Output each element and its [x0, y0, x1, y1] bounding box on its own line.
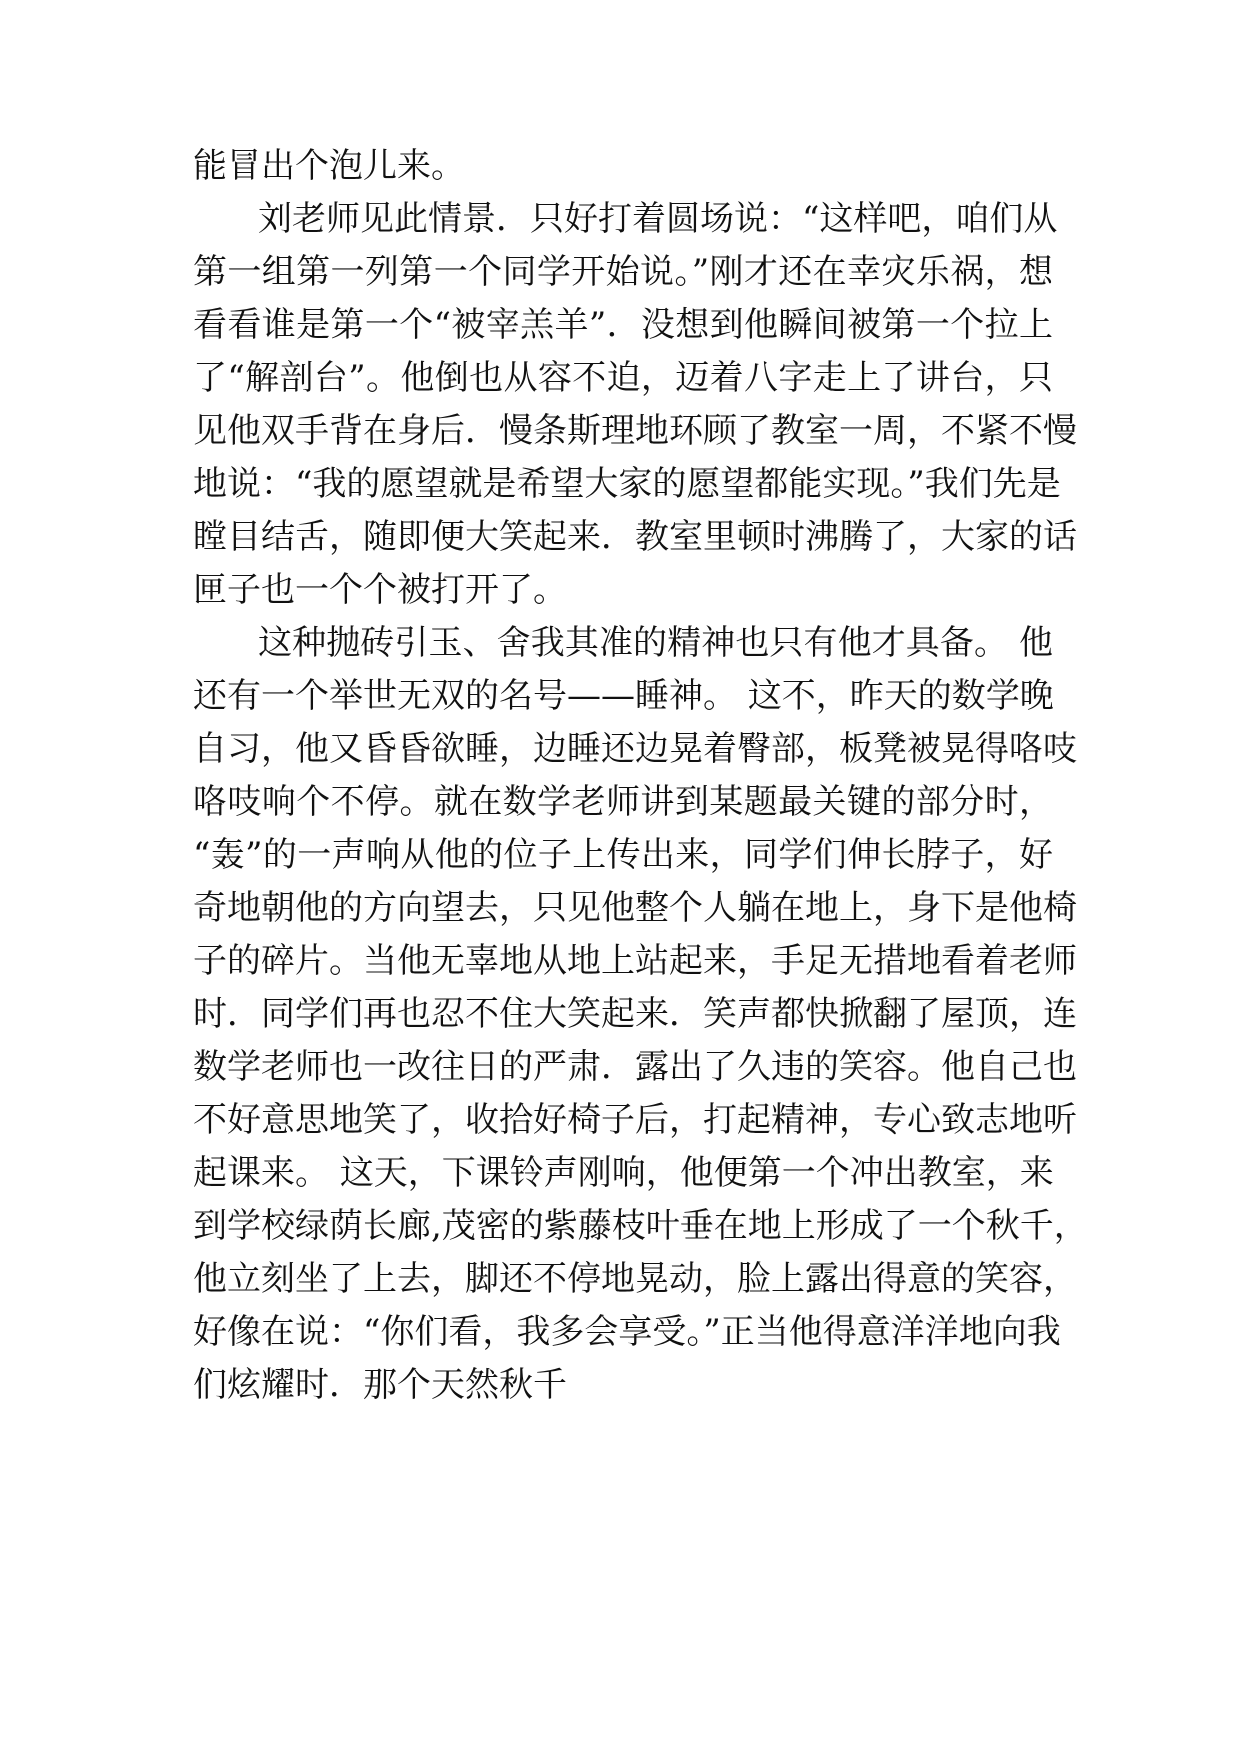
- text-line: 到学校绿荫长廊,茂密的紫藤枝叶垂在地上形成了一个秋千，: [193, 1206, 1088, 1246]
- text-line: 们炫耀时．那个天然秋千: [193, 1365, 567, 1405]
- text-line: 时．同学们再也忍不住大笑起来．笑声都快掀翻了屋顶，连: [193, 994, 1077, 1034]
- text-line: 瞠目结舌，随即便大笑起来．教室里顿时沸腾了，大家的话: [193, 517, 1077, 557]
- text-line: 好像在说：“你们看，我多会享受。”正当他得意洋洋地向我: [193, 1312, 1061, 1352]
- text-line: 看看谁是第一个“被宰羔羊”．没想到他瞬间被第一个拉上: [193, 305, 1053, 345]
- text-line: 子的碎片。当他无辜地从地上站起来，手足无措地看着老师: [193, 941, 1077, 981]
- text-line: 还有一个举世无双的名号——睡神。 这不，昨天的数学晚: [193, 676, 1054, 716]
- text-line: 第一组第一列第一个同学开始说。”刚才还在幸灾乐祸，想: [193, 252, 1053, 292]
- text-line: 起课来。 这天，下课铃声刚响，他便第一个冲出教室，来: [193, 1153, 1054, 1193]
- text-line: 匣子也一个个被打开了。: [193, 570, 567, 610]
- text-line: 了“解剖台”。他倒也从容不迫，迈着八字走上了讲台，只: [193, 358, 1053, 398]
- text-line: 咯吱响个不停。就在数学老师讲到某题最关键的部分时，: [193, 782, 1053, 822]
- text-line: 奇地朝他的方向望去，只见他整个人躺在地上，身下是他椅: [193, 888, 1077, 928]
- text-line: 刘老师见此情景．只好打着圆场说：“这样吧，咱们从: [258, 199, 1058, 239]
- text-line: 见他双手背在身后．慢条斯理地环顾了教室一周，不紧不慢: [193, 411, 1077, 451]
- text-line: 能冒出个泡儿来。: [193, 146, 465, 186]
- text-line: 不好意思地笑了，收拾好椅子后，打起精神，专心致志地听: [193, 1100, 1077, 1140]
- text-line: 自习，他又昏昏欲睡，边睡还边晃着臀部，板凳被晃得咯吱: [193, 729, 1077, 769]
- text-line: 这种抛砖引玉、舍我其准的精神也只有他才具备。 他: [258, 623, 1053, 663]
- text-line: 地说：“我的愿望就是希望大家的愿望都能实现。”我们先是: [193, 464, 1061, 504]
- text-line: 数学老师也一改往日的严肃．露出了久违的笑容。他自己也: [193, 1047, 1077, 1087]
- text-line: 他立刻坐了上去，脚还不停地晃动，脸上露出得意的笑容，: [193, 1259, 1077, 1299]
- text-line: “轰”的一声响从他的位子上传出来，同学们伸长脖子，好: [193, 835, 1053, 875]
